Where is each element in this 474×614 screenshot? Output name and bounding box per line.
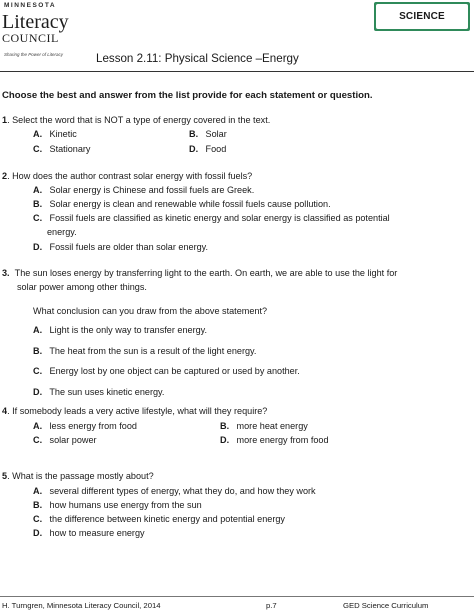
option-letter: A. (33, 129, 43, 139)
option-letter: B. (33, 199, 43, 209)
q4-option-d[interactable] (220, 435, 329, 446)
q1-option-d[interactable] (189, 144, 226, 155)
question-2 (2, 171, 252, 182)
option-letter: B. (220, 421, 230, 431)
q5-option-c[interactable] (33, 514, 285, 525)
option-letter: C. (33, 213, 43, 223)
option-letter: C. (33, 366, 43, 376)
question-1-number: 1 (2, 115, 8, 125)
option-letter: C. (33, 144, 43, 154)
option-text: several different types of energy, what they do, and how they work (49, 486, 316, 496)
minnesota-literacy-council-logo (2, 2, 72, 64)
option-text: Food (205, 144, 227, 154)
option-letter: B. (33, 500, 43, 510)
question-5-text: . What is the passage mostly about? (7, 471, 154, 481)
option-text: less energy from food (49, 421, 137, 431)
option-letter: D. (33, 528, 43, 538)
header-divider (0, 71, 474, 72)
q3-option-d[interactable] (33, 387, 164, 398)
question-4 (2, 406, 267, 417)
option-letter: A. (33, 185, 43, 195)
logo-line-2: Literacy (2, 11, 69, 33)
q2-option-d[interactable] (33, 242, 208, 253)
question-5-number: 5 (2, 471, 8, 481)
footer-credit: H. Turngren, Minnesota Literacy Council, 2014 (2, 601, 161, 610)
q2-option-a[interactable] (33, 185, 254, 196)
option-letter: D. (33, 387, 43, 397)
option-text: more energy from food (236, 435, 329, 445)
question-3-text-line-1: The sun loses energy by transferring light to the earth. On earth, we are able to use the light for (14, 268, 398, 278)
option-letter: D. (220, 435, 230, 445)
q2-option-c-continued (47, 227, 77, 238)
q2-option-c[interactable] (33, 213, 390, 224)
option-letter: D. (33, 242, 43, 252)
logo-line-3: COUNCIL (2, 31, 59, 45)
footer-page-number: p.7 (266, 601, 277, 610)
option-text: Stationary (49, 144, 91, 154)
question-5 (2, 471, 154, 482)
instructions: Choose the best and answer from the list provide for each statement or question. (2, 90, 373, 101)
question-3-number: 3. (2, 268, 10, 278)
option-letter: B. (189, 129, 199, 139)
option-text: The heat from the sun is a result of the light energy. (49, 346, 257, 356)
question-4-number: 4 (2, 406, 8, 416)
question-3-prompt: What conclusion can you draw from the above statement? (33, 306, 268, 316)
option-letter: D. (189, 144, 199, 154)
q3-option-a[interactable] (33, 325, 207, 336)
option-text: The sun uses kinetic energy. (49, 387, 165, 397)
option-text: how to measure energy (49, 528, 145, 538)
subject-badge-label: SCIENCE (376, 4, 468, 29)
option-text: Energy lost by one object can be captured or used by another. (49, 366, 300, 376)
footer-divider (0, 596, 474, 597)
subject-badge (374, 2, 470, 31)
question-4-text: . If somebody leads a very active lifestyle, what will they require? (7, 406, 268, 416)
question-2-number: 2 (2, 171, 8, 181)
option-text: solar power (49, 435, 97, 445)
question-1-text: . Select the word that is NOT a type of energy covered in the text. (7, 115, 271, 125)
option-text: how humans use energy from the sun (49, 500, 202, 510)
option-text: Solar (205, 129, 227, 139)
option-letter: A. (33, 325, 43, 335)
option-text: Solar energy is clean and renewable while fossil fuels cause pollution. (49, 199, 331, 209)
q5-option-d[interactable] (33, 528, 145, 539)
footer-curriculum: GED Science Curriculum (343, 601, 429, 610)
logo-tagline: Sharing the Power of Literacy (4, 52, 64, 57)
logo-line-1: MINNESOTA (4, 2, 57, 9)
question-3-text-line-2: solar power among other things. (17, 282, 147, 292)
q1-option-b[interactable] (189, 129, 227, 140)
q3-option-b[interactable] (33, 346, 256, 357)
q2-option-b[interactable] (33, 199, 331, 210)
lesson-title: Lesson 2.11: Physical Science –Energy (96, 52, 299, 65)
option-letter: A. (33, 421, 43, 431)
q5-option-a[interactable] (33, 486, 316, 497)
option-text: Solar energy is Chinese and fossil fuels are Greek. (49, 185, 255, 195)
q1-option-c[interactable] (33, 144, 90, 155)
q4-option-a[interactable] (33, 421, 137, 432)
option-text: Fossil fuels are older than solar energy. (49, 242, 209, 252)
option-letter: A. (33, 486, 43, 496)
question-1 (2, 115, 270, 126)
option-text: the difference between kinetic energy and potential energy (49, 514, 285, 524)
q3-option-c[interactable] (33, 366, 300, 377)
option-text: Fossil fuels are classified as kinetic energy and solar energy is classified as potential (49, 213, 390, 223)
option-letter: B. (33, 346, 43, 356)
option-text: Light is the only way to transfer energy. (49, 325, 208, 335)
question-3 (2, 268, 397, 279)
q4-option-c[interactable] (33, 435, 97, 446)
option-letter: C. (33, 514, 43, 524)
option-text: energy. (47, 227, 77, 237)
option-letter: C. (33, 435, 43, 445)
q5-option-b[interactable] (33, 500, 202, 511)
q1-option-a[interactable] (33, 129, 77, 140)
option-text: Kinetic (49, 129, 77, 139)
question-2-text: . How does the author contrast solar energy with fossil fuels? (7, 171, 253, 181)
q4-option-b[interactable] (220, 421, 308, 432)
option-text: more heat energy (236, 421, 308, 431)
